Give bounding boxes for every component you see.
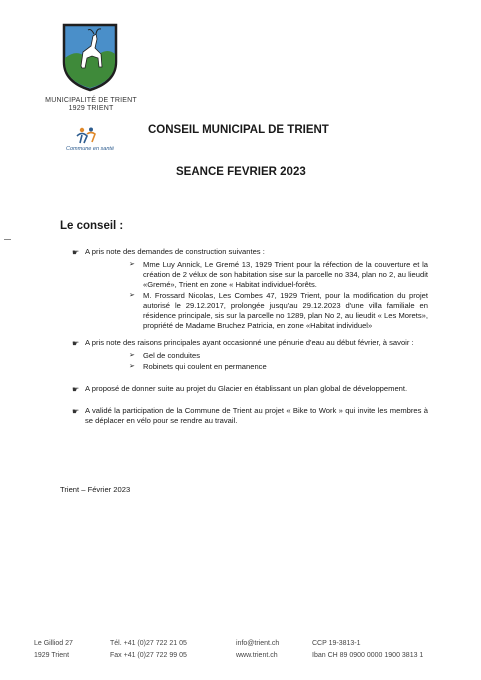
session-title: SEANCE FEVRIER 2023 (176, 166, 306, 178)
decision-text: A pris note des raisons principales ayant occasionné une pénurie d'eau au début février, à savoir : (85, 338, 414, 347)
bullet-hand-icon: ☛ (72, 248, 80, 257)
health-label: Commune en santé (66, 146, 114, 152)
margin-mark (4, 239, 11, 240)
municipality-name-text: MUNICIPALITÉ DE TRIENT (45, 97, 137, 104)
sub-item (85, 351, 428, 361)
bullet-hand-icon: ☛ (72, 385, 80, 394)
decision-item (58, 406, 428, 426)
sub-item-text: Robinets qui coulent en permanence (143, 362, 267, 371)
decision-sublist (85, 260, 428, 331)
council-decisions (58, 247, 428, 433)
municipality-name (30, 97, 152, 113)
footer-bank (312, 638, 423, 662)
sub-item (85, 260, 428, 290)
footer-address-line1: Le Gilliod 27 (34, 640, 73, 647)
arrow-bullet-icon: ➢ (129, 363, 135, 370)
footer-address (34, 638, 73, 662)
footer-ccp: CCP 19-3813-1 (312, 640, 361, 647)
section-heading: Le conseil : (60, 220, 124, 232)
decision-item (58, 338, 428, 372)
footer-phone-number: Tél. +41 (0)27 722 21 05 (110, 640, 187, 647)
sub-item (85, 362, 428, 372)
footer-phone (110, 638, 187, 662)
document-title: CONSEIL MUNICIPAL DE TRIENT (148, 124, 329, 136)
municipality-postal: 1929 TRIENT (68, 105, 114, 112)
footer-contact (236, 638, 279, 662)
decision-item (58, 247, 428, 331)
sub-item-text: M. Frossard Nicolas, Les Combes 47, 1929 Trient, pour la modification du projet autorisé le 29.12.2017, prolongée jusqu'au 29.12.2023 d'une villa familiale en résidence principale, sis sur la parcelle no 1289, plan No 2, au lieudit « Les Morets», propriété de Madame Bruchez Patricia, en zone «Habitat individuel» (143, 291, 428, 330)
sub-item (85, 291, 428, 331)
arrow-bullet-icon: ➢ (129, 261, 135, 268)
footer-website[interactable]: www.trient.ch (236, 652, 278, 659)
decision-text: A pris note des demandes de construction suivantes : (85, 247, 265, 256)
arrow-bullet-icon: ➢ (129, 352, 135, 359)
decision-text: A validé la participation de la Commune de Trient au projet « Bike to Work » qui invite les membres à se déplacer en vélo pour se rendre au travail. (85, 406, 428, 425)
footer-address-line2: 1929 Trient (34, 652, 70, 659)
health-logo-icon (75, 126, 97, 144)
crest-icon (61, 22, 119, 92)
sub-item-text: Mme Luy Annick, Le Gremé 13, 1929 Trient pour la réfection de la couverture et la création de 2 vélux de son habitation sise sur la parcelle no 334, plan no 2, au lieudit «Gremé», Trient en zone « Habitat individuel-forêts. (143, 260, 428, 289)
bullet-hand-icon: ☛ (72, 407, 80, 416)
bullet-hand-icon: ☛ (72, 339, 80, 348)
decision-text: A proposé de donner suite au projet du Glacier en établissant un plan global de développement. (85, 384, 408, 393)
footer-iban: Iban CH 89 0900 0000 1900 3813 1 (312, 652, 424, 659)
footer-fax-number: Fax +41 (0)27 722 99 05 (110, 652, 187, 659)
decision-item (58, 384, 428, 394)
place-date: Trient – Février 2023 (60, 485, 131, 494)
decision-sublist (85, 351, 428, 372)
arrow-bullet-icon: ➢ (129, 292, 135, 299)
footer-email[interactable]: info@trient.ch (236, 640, 280, 647)
sub-item-text: Gel de conduites (143, 351, 200, 360)
